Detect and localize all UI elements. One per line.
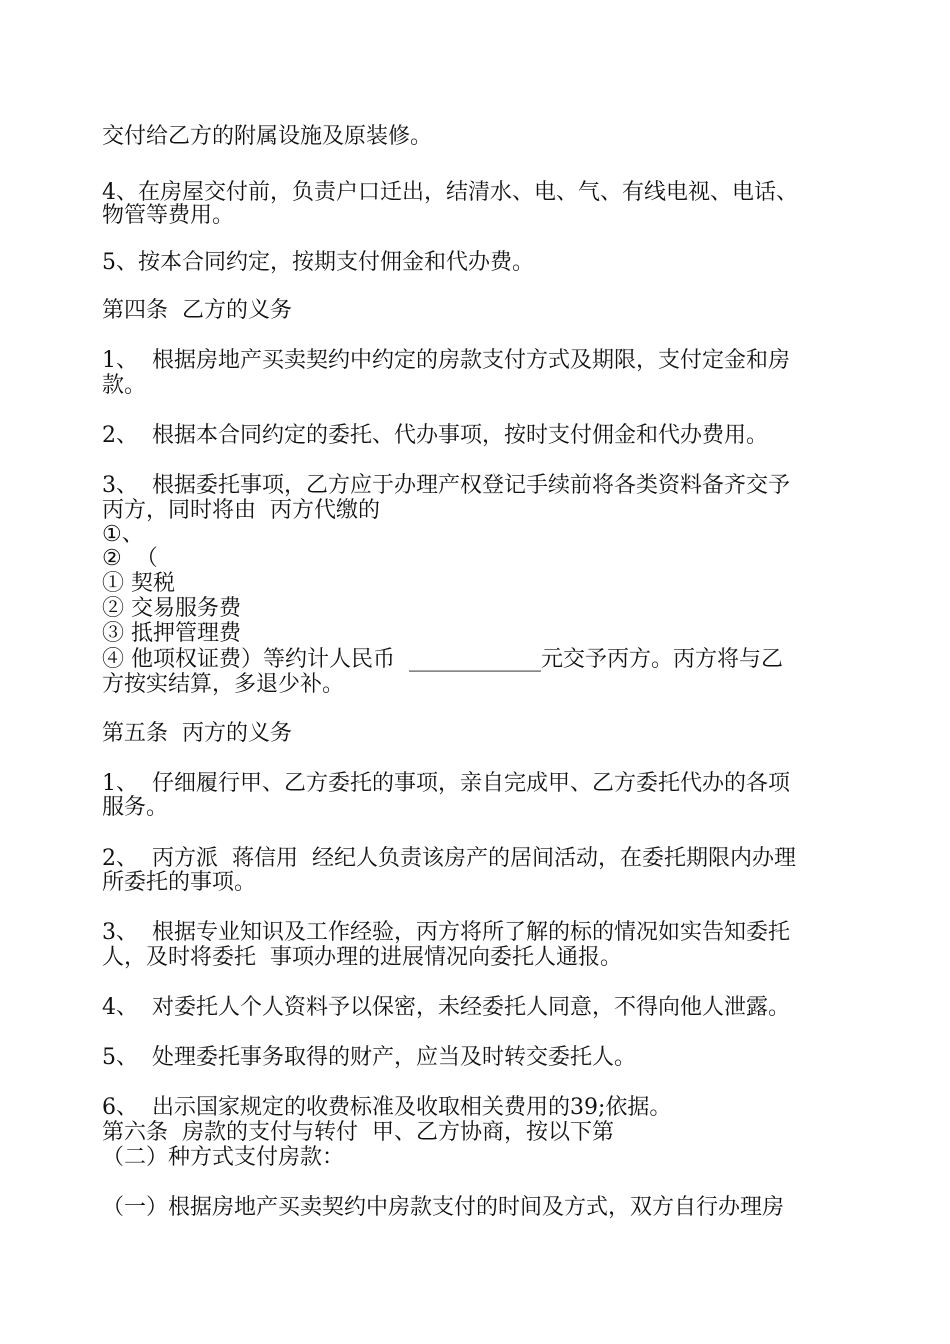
text-line: 6、 出示国家规定的收费标准及收取相关费用的39;依据。 xyxy=(102,1095,672,1120)
text-line: 3、 根据专业知识及工作经验，丙方将所了解的标的情况如实告知委托 xyxy=(102,920,790,945)
text-line: 2、 丙方派 蒋信用 经纪人负责该房产的居间活动，在委托期限内办理 xyxy=(102,846,796,871)
text-line: 人，及时将委托 事项办理的进展情况向委托人通报。 xyxy=(102,945,622,970)
text-line: 3、 根据委托事项，乙方应于办理产权登记手续前将各类资料备齐交予 xyxy=(102,473,790,498)
text-line: ② （ xyxy=(102,546,158,571)
article-heading: 第四条 乙方的义务 xyxy=(102,298,292,323)
text-line: ① 契税 xyxy=(102,571,175,596)
text-line: 方按实结算，多退少补。 xyxy=(102,672,345,697)
text-line: ② 交易服务费 xyxy=(102,596,241,621)
text-line: 交付给乙方的附属设施及原装修。 xyxy=(102,124,433,149)
text-line: 2、 根据本合同约定的委托、代办事项，按时支付佣金和代办费用。 xyxy=(102,423,768,448)
text-line: ④ 他项权证费）等约计人民币 ____________元交予丙方。丙方将与乙 xyxy=(102,647,783,672)
text-line: 丙方，同时将由 丙方代缴的 xyxy=(102,498,380,523)
text-line: 4、在房屋交付前，负责户口迁出，结清水、电、气、有线电视、电话、 xyxy=(102,180,798,205)
text-line: 5、按本合同约定，按期支付佣金和代办费。 xyxy=(102,250,534,275)
text-line: 款。 xyxy=(102,373,147,398)
text-line: ③ 抵押管理费 xyxy=(102,621,241,646)
text-line: （一）根据房地产买卖契约中房款支付的时间及方式，双方自行办理房 xyxy=(102,1195,785,1220)
text-line: 物管等费用。 xyxy=(102,203,235,228)
text-line: 1、 根据房地产买卖契约中约定的房款支付方式及期限，支付定金和房 xyxy=(102,348,790,373)
text-line: 5、 处理委托事务取得的财产，应当及时转交委托人。 xyxy=(102,1045,636,1070)
article-heading: 第五条 丙方的义务 xyxy=(102,721,292,746)
text-line: （二）种方式支付房款： xyxy=(102,1145,345,1170)
text-line: 1、 仔细履行甲、乙方委托的事项，亲自完成甲、乙方委托代办的各项 xyxy=(102,771,790,796)
text-line: 4、 对委托人个人资料予以保密，未经委托人同意，不得向他人泄露。 xyxy=(102,995,790,1020)
text-line: 所委托的事项。 xyxy=(102,870,257,895)
text-line: 服务。 xyxy=(102,795,169,820)
text-line: ①、 xyxy=(102,522,144,547)
article-heading: 第六条 房款的支付与转付 甲、乙方协商，按以下第 xyxy=(102,1120,614,1145)
